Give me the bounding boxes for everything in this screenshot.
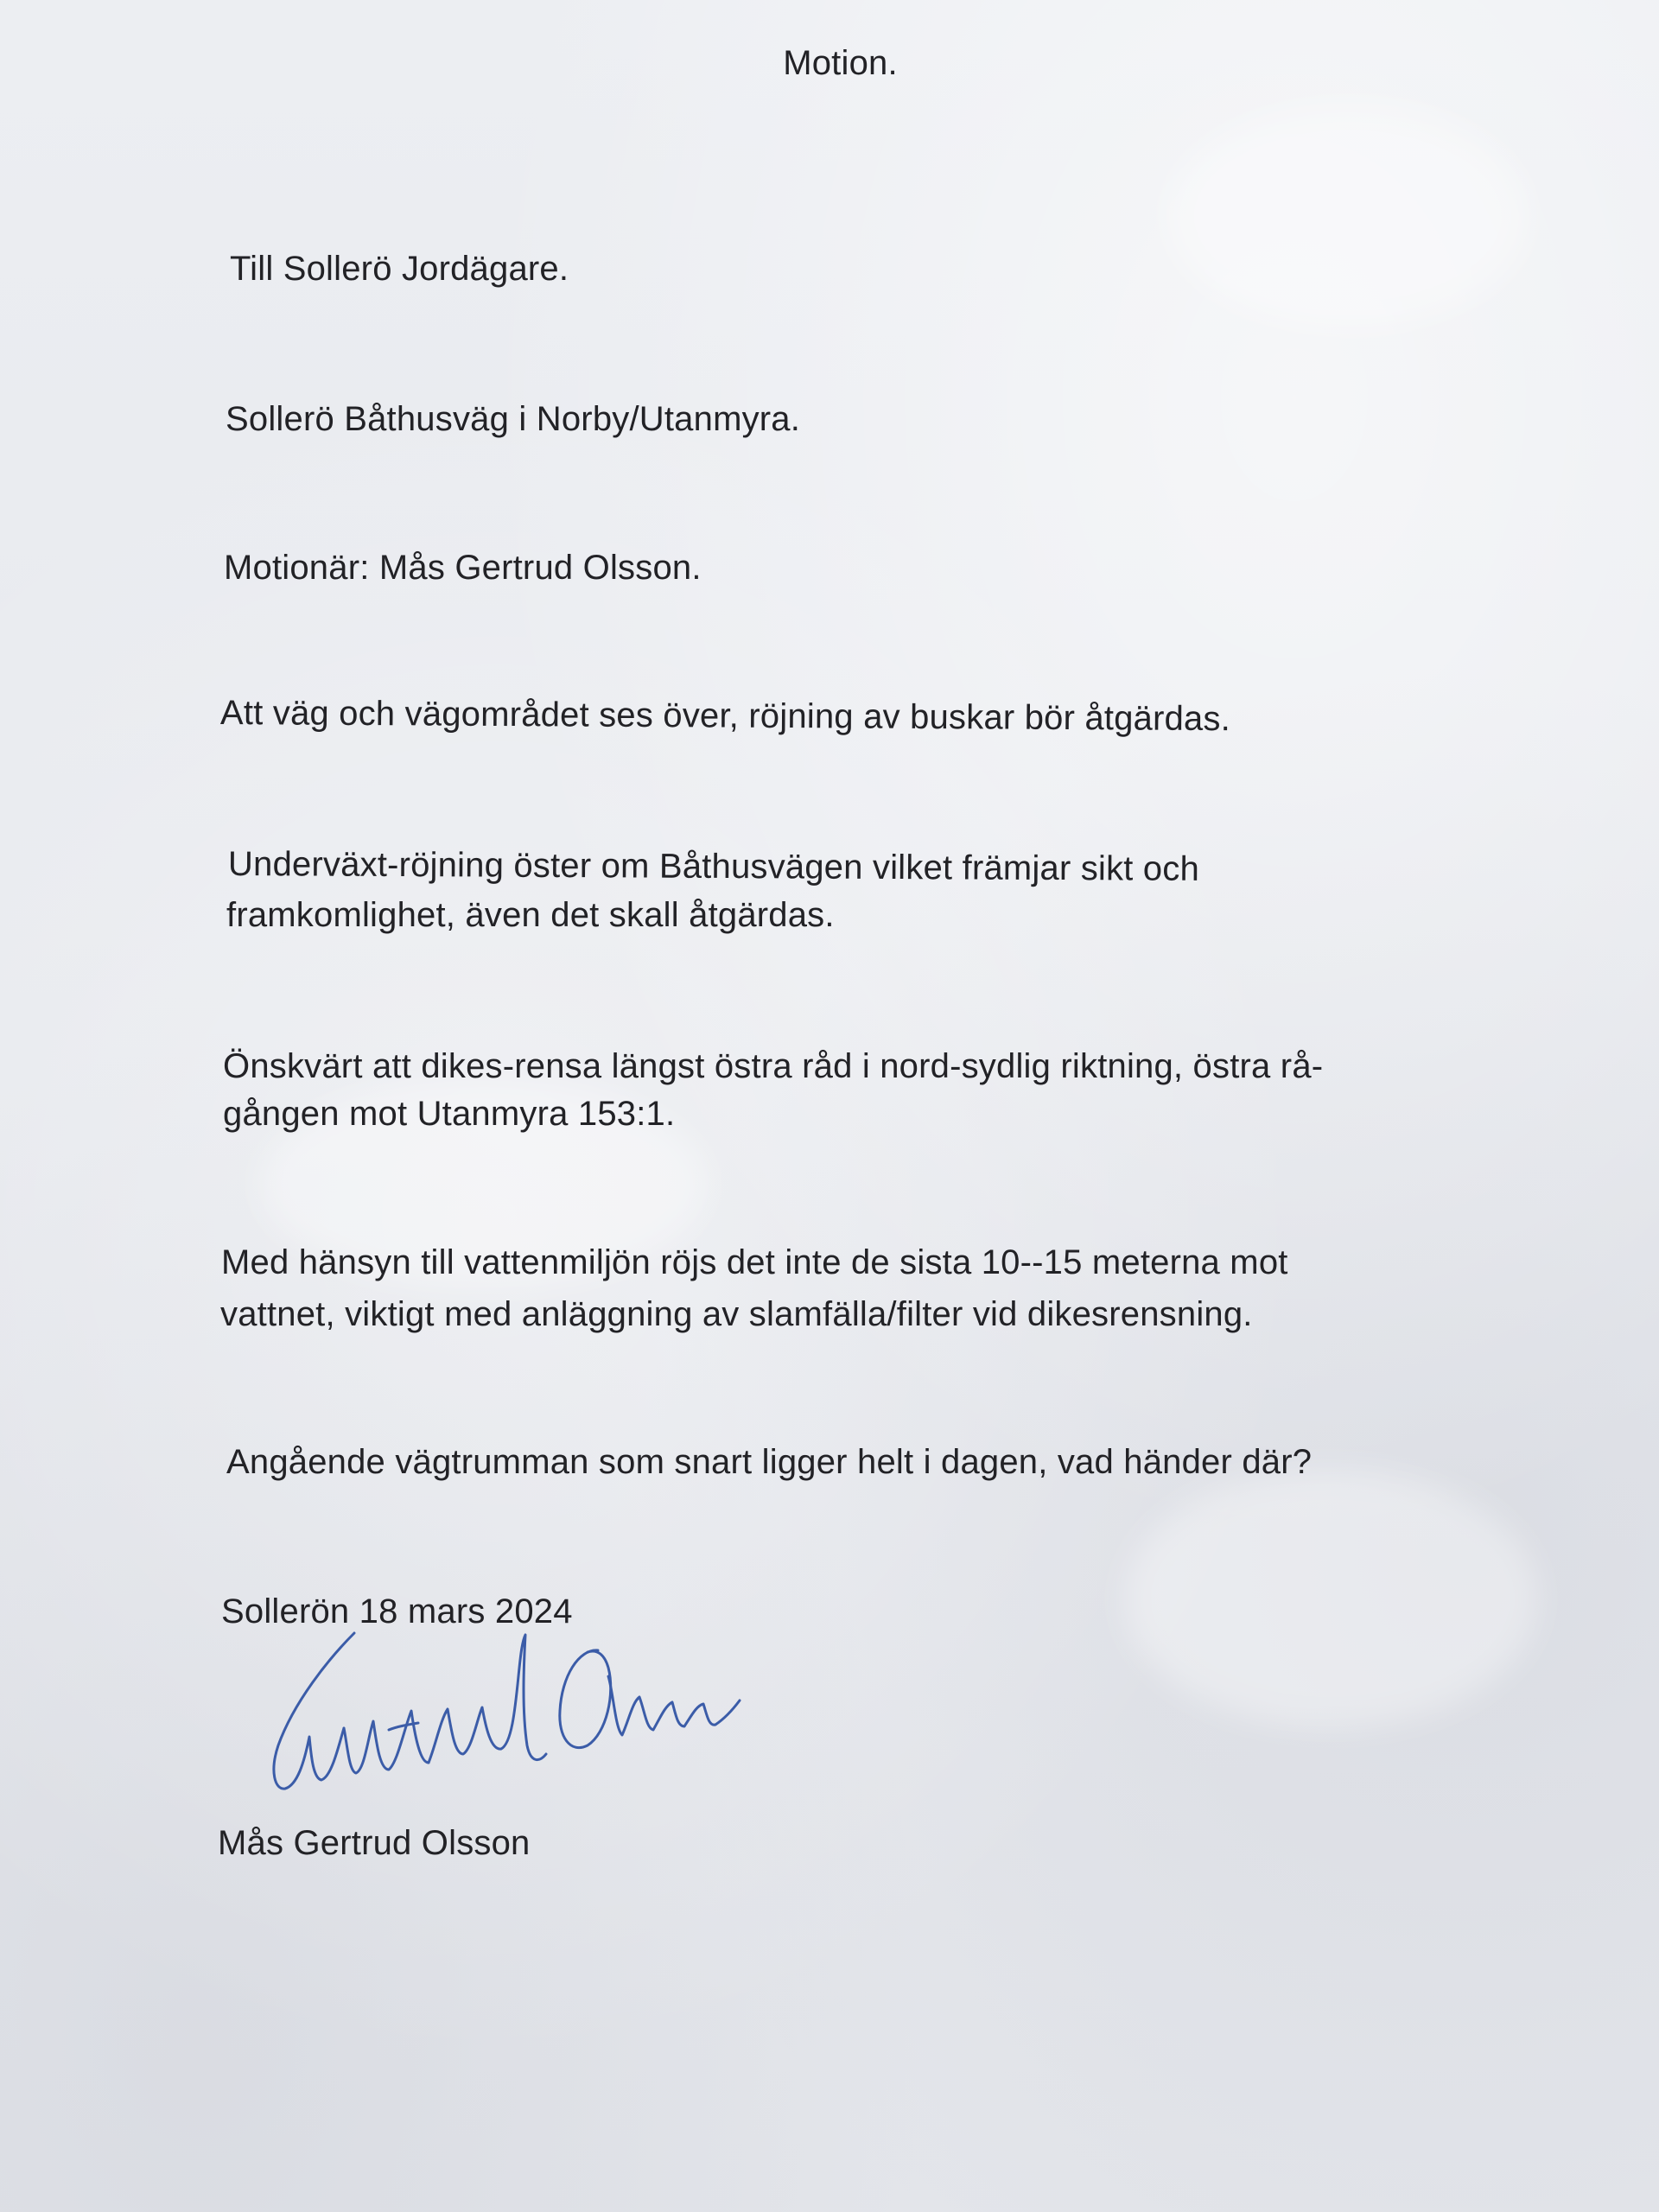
place-date: Sollerön 18 mars 2024 <box>221 1592 573 1630</box>
signatory-name: Mås Gertrud Olsson <box>218 1824 531 1862</box>
paragraph-line: Med hänsyn till vattenmiljön röjs det inte de sista 10--15 meterna mot <box>221 1243 1288 1281</box>
mover-line: Motionär: Mås Gertrud Olsson. <box>224 549 702 587</box>
paragraph-line: Underväxt-röjning öster om Båthusvägen vilket främjar sikt och <box>227 845 1200 888</box>
document-title: Motion. <box>783 44 898 82</box>
paragraph-line: gången mot Utanmyra 153:1. <box>223 1095 676 1133</box>
paper-highlight <box>1166 104 1529 328</box>
paragraph-line: Att väg och vägområdet ses över, röjning av buskar bör åtgärdas. <box>219 694 1231 739</box>
handwritten-signature <box>259 1624 743 1806</box>
paper-highlight <box>1123 1469 1538 1728</box>
paragraph-line: Angående vägtrumman som snart ligger helt i dagen, vad händer där? <box>226 1443 1313 1481</box>
addressee: Till Sollerö Jordägare. <box>230 250 569 288</box>
paragraph-line: framkomlighet, även det skall åtgärdas. <box>226 896 835 934</box>
paragraph-line: vattnet, viktigt med anläggning av slamfälla/filter vid dikesrensning. <box>220 1295 1253 1333</box>
subject-line: Sollerö Båthusväg i Norby/Utanmyra. <box>226 400 801 438</box>
paragraph-line: Önskvärt att dikes-rensa längst östra råd i nord-sydlig riktning, östra rå- <box>223 1047 1324 1085</box>
